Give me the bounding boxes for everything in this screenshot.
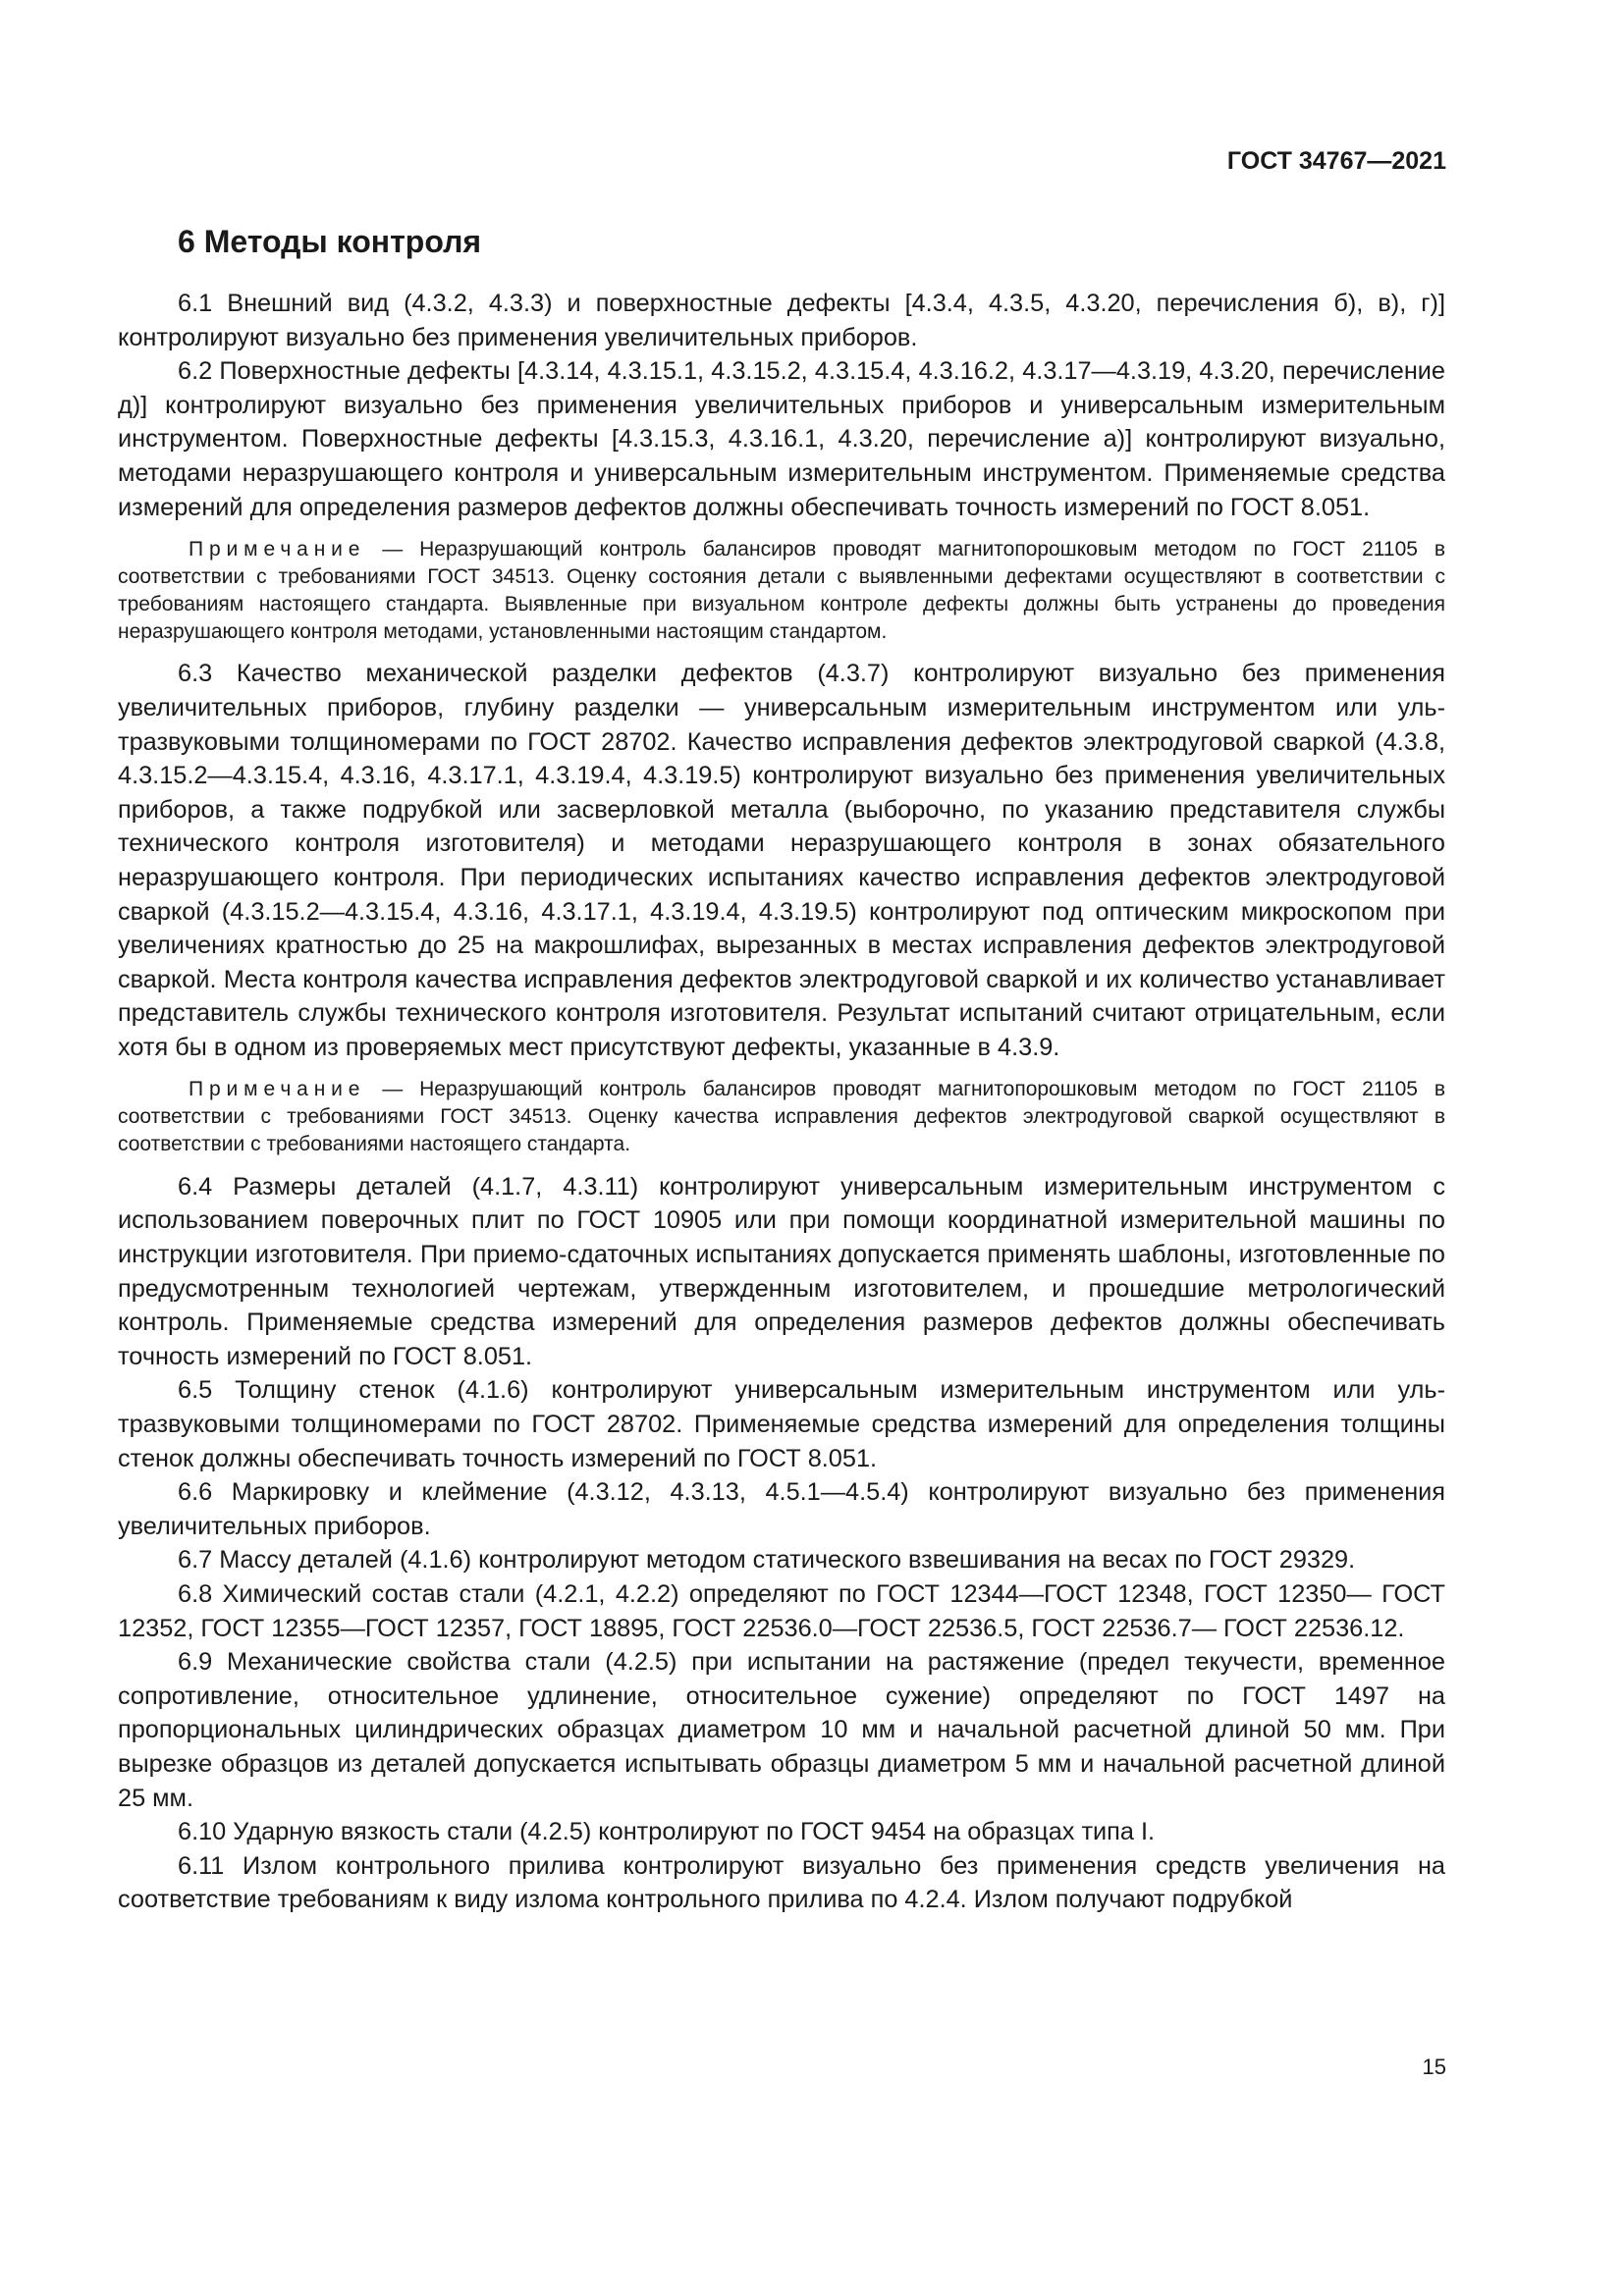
paragraph-6-5: 6.5 Толщину стенок (4.1.6) контролируют универсальным измерительным инструментом или ультразвуковыми толщиномерами по ГОСТ 28702. Применяемые средства измерений для определения толщины стенок должны обеспечивать точность измерений по ГОСТ 8.051. (118, 1376, 1445, 1472)
paragraph-6-7: 6.7 Массу деталей (4.1.6) контролируют методом статического взвешивания на весах по ГОСТ 29329. (178, 1546, 1356, 1575)
paragraph-6-1: 6.1 Внешний вид (4.3.2, 4.3.3) и поверхностные дефекты [4.3.4, 4.3.5, 4.3.20, перечисления б), в), г)] контролируют визуально без применения увеличительных приборов. (118, 290, 1445, 351)
note-2 (118, 1076, 1445, 1157)
paragraph-6-3: 6.3 Качество механической разделки дефектов (4.3.7) контролируют визуально без применения увеличительных приборов, глубину разделки — универсальным измерительным инструментом или ультразвуковыми толщиномерами по ГОСТ 28702. Качество исправления дефектов электродуговой сваркой (4.3.8, 4.3.15.2—4.3.15.4, 4.3.16, 4.3.17.1, 4.3.19.4, 4.3.19.5) контролируют визуально без применения увеличительных приборов, а также подрубкой или засверловкой металла (выборочно, по указанию представителя службы технического контроля изготовителя) и методами неразрушающего контроля в зонах обязательного неразрушающего контроля. При периодических испытаниях качество исправления дефектов электродуговой сваркой (4.3.15.2—4.3.15.4, 4.3.16, 4.3.17.1, 4.3.19.4, 4.3.19.5) контролируют под оптическим микроскопом при увеличениях кратностью до 25 на макрошлифах, вырезанных в местах исправления дефектов электродуговой сваркой. Места контроля качества исправления дефектов электродуговой сваркой и их количество устанавливает представитель службы технического контроля изготовителя. Результат испытаний считают отрицательным, если хотя бы в одном из проверяемых мест присутствуют дефекты, указанные в 4.3.9. (118, 660, 1445, 1061)
paragraph-6-10: 6.10 Ударную вязкость стали (4.2.5) контролируют по ГОСТ 9454 на образцах типа I. (178, 1818, 1156, 1846)
paragraph-6-9: 6.9 Механические свойства стали (4.2.5) при испытании на растяжение (предел текучести, временное сопротивление, относительное удлинение, относительное сужение) определяют по ГОСТ 1497 на пропорциональных цилиндрических образцах диаметром 10 мм и начальной расчетной длиной 50 мм. При вырезке образцов из деталей допускается испытывать образцы диаметром 5 мм и начальной расчетной длиной 25 мм. (118, 1648, 1445, 1812)
note-1 (118, 536, 1445, 645)
paragraph-6-8: 6.8 Химический состав стали (4.2.1, 4.2.2) определяют по ГОСТ 12344—ГОСТ 12348, ГОСТ 12350— ГОСТ 12352, ГОСТ 12355—ГОСТ 12357, ГОСТ 18895, ГОСТ 22536.0—ГОСТ 22536.5, ГОСТ 22536.7— ГОСТ 22536.12. (118, 1579, 1445, 1642)
paragraph-6-2: 6.2 Поверхностные дефекты [4.3.14, 4.3.15.1, 4.3.15.2, 4.3.15.4, 4.3.16.2, 4.3.17—4.3.19, 4.3.20, перечисление д)] контролируют визуально без применения увеличительных приборов и универсальным измерительным инструментом. Поверхностные дефекты [4.3.15.3, 4.3.16.1, 4.3.20, перечисление а)] контролируют визуально, методами неразрушающего контроля и универсальным измерительным инструментом. Применяемые средства измерений для определения размеров дефектов должны обеспечивать точность измерений по ГОСТ 8.051. (118, 357, 1445, 521)
note-label: Примечание (189, 1078, 366, 1101)
note-label: Примечание (189, 538, 366, 561)
note-1-text: — Неразрушающий контроль балансиров проводят магнитопорошковым методом по ГОСТ 21105 в соответствии с требованиями ГОСТ 34513. Оценку состояния детали с выявленными дефектами осуществляют в соответствии с требованиям настоящего стандарта. Выявленные при визуальном контроле дефекты должны быть устранены до проведения неразрушающего контроля методами, установленными настоящим стандартом. (118, 538, 1445, 643)
document-header-id: ГОСТ 34767—2021 (1226, 147, 1446, 175)
paragraph-6-6: 6.6 Маркировку и клеймение (4.3.12, 4.3.13, 4.5.1—4.5.4) контролируют визуально без применения увеличительных приборов. (118, 1478, 1445, 1540)
paragraph-6-11: 6.11 Излом контрольного прилива контролируют визуально без применения средств увеличения на соответствие требованиям к виду излома контрольного прилива по 4.2.4. Излом получают подрубкой (118, 1851, 1445, 1914)
note-2-text: — Неразрушающий контроль балансиров проводят магнитопорошковым методом по ГОСТ 21105 в соответствии с требованиями ГОСТ 34513. Оценку качества исправления дефектов электродуговой сваркой осуществляют в соответствии с требованиями настоящего стандарта. (118, 1078, 1445, 1156)
section-body (118, 287, 1445, 1917)
section-title: 6 Методы контроля (178, 224, 482, 259)
paragraph-6-4: 6.4 Размеры деталей (4.1.7, 4.3.11) контролируют универсальным измерительным инструментом с использованием поверочных плит по ГОСТ 10905 или при помощи координатной измерительной машины по инструкции изготовителя. При приемо-сдаточных испытаниях допускается применять шаблоны, изготовленные по предусмотренным технологией чертежам, утвержденным изготовителем, и прошедшие метрологический контроль. Применяемые средства измерений для определения размеров дефектов должны обеспечивать точность измерений по ГОСТ 8.051. (118, 1172, 1445, 1370)
page-number: 15 (1422, 2055, 1446, 2079)
